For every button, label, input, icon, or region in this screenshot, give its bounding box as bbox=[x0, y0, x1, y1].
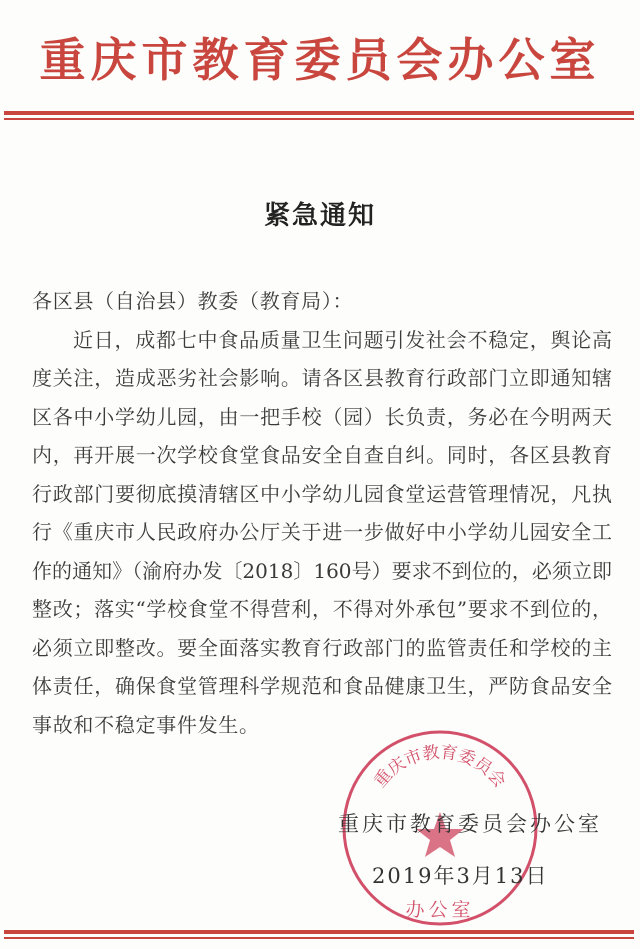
body-line: 必须立即整改。要全面落实教育行政部门的监管责任和学校的主 bbox=[32, 635, 612, 660]
footer-rule-thin bbox=[4, 937, 634, 939]
body-line: 体责任，确保食堂管理科学规范和食品健康卫生，严防食品安全 bbox=[32, 674, 612, 698]
document-title: 紧急通知 bbox=[263, 201, 376, 231]
body-line: 行政部门要彻底摸清辖区中小学幼儿园食堂运营管理情况，凡执 bbox=[32, 481, 612, 506]
body-line: 度关注，造成恶劣社会影响。请各区县教育行政部门立即通知辖 bbox=[32, 366, 612, 390]
letterhead-rule-thick bbox=[4, 111, 634, 115]
salutation: 各区县（自治县）教委（教育局）： bbox=[32, 289, 354, 313]
letterhead-organization: 重庆市教育委员会办公室 bbox=[39, 33, 601, 87]
body-line: 区各中小学幼儿园，由一把手校（园）长负责，务必在今明两天 bbox=[32, 404, 612, 429]
document-body bbox=[32, 282, 612, 744]
seal-text-top: 重庆市教育委员会 bbox=[370, 742, 510, 792]
signature-date: 2019年3月13日 bbox=[372, 864, 549, 888]
signature-organization: 重庆市教育委员会办公室 bbox=[338, 812, 602, 836]
body-line: 作的通知》（渝府办发〔2018〕160号）要求不到位的，必须立即 bbox=[32, 558, 612, 583]
body-line: 内，再开展一次学校食堂食品安全自查自纠。同时，各区县教育 bbox=[32, 443, 612, 467]
footer-rule-thick bbox=[4, 930, 634, 934]
seal-text-bottom: 办公室 bbox=[405, 899, 475, 921]
body-line: 整改；落实“学校食堂不得营利，不得对外承包”要求不到位的， bbox=[32, 597, 612, 621]
body-line: 事故和不稳定事件发生。 bbox=[32, 712, 260, 737]
letterhead-rule-thin bbox=[4, 118, 634, 120]
svg-text:重庆市教育委员会 bbox=[370, 743, 509, 792]
body-line: 行《重庆市人民政府办公厅关于进一步做好中小学幼儿园安全工 bbox=[32, 520, 612, 544]
body-line: 近日，成都七中食品质量卫生问题引发社会不稳定，舆论高 bbox=[73, 327, 612, 352]
